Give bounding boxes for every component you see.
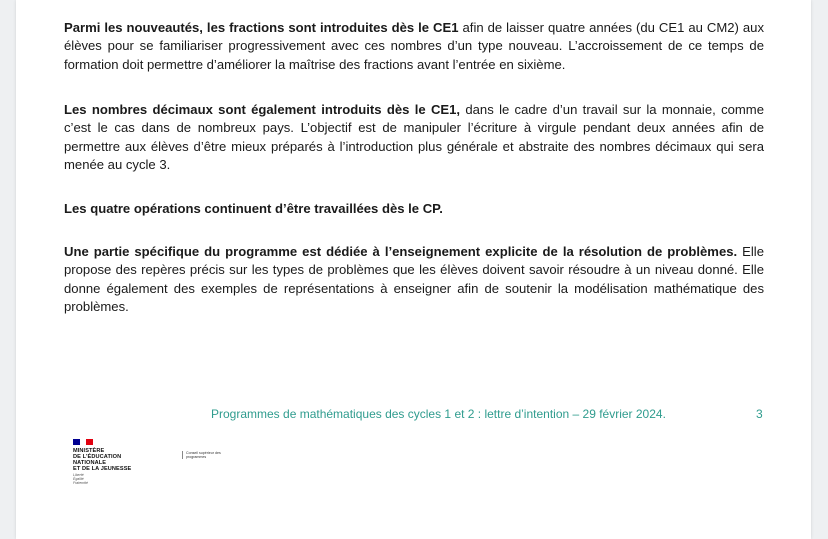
paragraph-text: dans le cadre d’un travail sur la monnaie, comme c’est le cas dans de nombreux pays. L’objectif est de manipuler l’écriture à virgule pendant deux années afin de permettre aux élèves d’être mieux préparés à l’introduction plus générale et abstraite des nombres décimaux qui sera menée au cycle 3. [64, 102, 764, 173]
footer-caption: Programmes de mathématiques des cycles 1 et 2 : lettre d’intention – 29 février 2024. [211, 407, 666, 421]
paragraph-text: afin de laisser quatre années (du CE1 au CM2) aux élèves pour se familiariser progressivement avec ces nombres d’un type nouveau. L’accroissement de ce temps de formation doit permettre d’améliorer la maîtrise des fractions avant l’entrée en sixième. [64, 20, 764, 72]
motto-line: Égalité [73, 476, 84, 481]
paragraph-text: Elle propose des repères précis sur les types de problèmes que les élèves doivent savoir résoudre à un niveau donné. Elle donne également des exemples de représentations à enseigner afin de soutenir la modélisation mathématique des problèmes. [64, 244, 764, 315]
document-page [16, 0, 811, 539]
ministry-line: MINISTÈRE [73, 448, 105, 454]
paragraph-decimals [64, 101, 764, 175]
paragraph-fractions [64, 19, 764, 74]
partner-logo: Conseil supérieur des programmes [182, 451, 226, 459]
paragraph-problems [64, 243, 764, 317]
republic-motto [73, 474, 173, 485]
ministry-line: NATIONALE [73, 460, 107, 466]
ministry-name [73, 448, 173, 472]
motto-line: Liberté [73, 473, 84, 477]
flag-blue-stripe [73, 439, 80, 445]
ministry-line: ET DE LA JEUNESSE [73, 466, 132, 472]
paragraph-operations [64, 200, 764, 218]
french-flag-icon [73, 439, 93, 445]
paragraph-lead: Les nombres décimaux sont également introduits dès le CE1, [64, 102, 461, 117]
page-number: 3 [756, 407, 763, 421]
paragraph-lead: Une partie spécifique du programme est dédiée à l’enseignement explicite de la résolution de problèmes. [64, 244, 738, 259]
flag-white-stripe [80, 439, 87, 445]
flag-red-stripe [86, 439, 93, 445]
ministry-logo [73, 439, 173, 499]
paragraph-lead: Parmi les nouveautés, les fractions sont introduites dès le CE1 [64, 20, 459, 35]
motto-line: Fraternité [73, 480, 88, 485]
paragraph-lead: Les quatre opérations continuent d’être travaillées dès le CP. [64, 201, 443, 216]
ministry-line: DE L’ÉDUCATION [73, 454, 122, 460]
